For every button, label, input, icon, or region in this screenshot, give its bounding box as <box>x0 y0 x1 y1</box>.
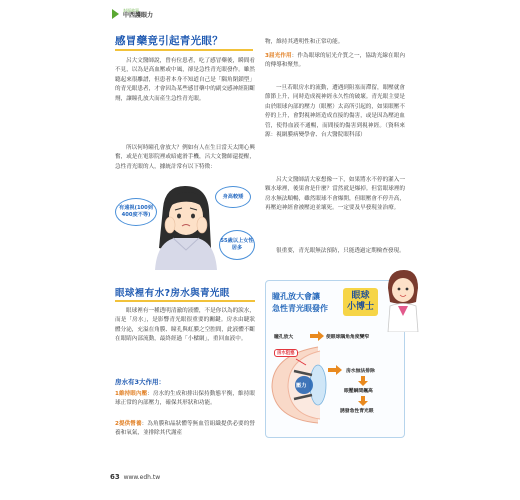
diagram-step-2: 眼壓瞬間飆高 <box>344 389 373 394</box>
function-item-3-lead: 3屈光作用 <box>265 53 292 59</box>
arrow-down-icon <box>358 376 368 386</box>
paragraph-aqueous-humor: 眼球裡有一種透明清澈的液體，不是你以為的淚水，而是「房水」，是影響青光眼很重要的關鍵。房水由睫狀體分泌，充溢在角膜、瞳孔與虹膜之空腔間，此液體不斷在眼睛內部流動，最終經過「小樑網」，重回血液中。 <box>115 308 255 343</box>
diagram-pressure-label: 壓力 <box>296 383 307 389</box>
diagram-angle-blockage: 房水阻塞 <box>274 349 298 357</box>
diagram-step-3: 誘發急性青光眼 <box>340 409 374 414</box>
heading-underline <box>115 49 253 51</box>
paragraph-continued: 物，維持其透明性和正常功能。 <box>265 39 344 45</box>
badge-line-1: 眼球 <box>351 291 370 301</box>
badge-line-2: 小博士 <box>347 302 375 312</box>
eye-doctor-badge <box>343 288 378 316</box>
page-number: 63 <box>110 473 120 481</box>
diagram-title-line2: 急性青光眼發作 <box>272 304 328 313</box>
paragraph-eye-pressure: 一旦若眼房水的流動，遭遇到阻塞而滯留，眼壓就會節節上升，同時造成視神經永久性的破壞。青光眼主要是由於眼球內部的壓力（眼壓）太高所引起的，如果眼壓不停的上升，會對視神經造成直接的傷害，或是因為壓迫血管，使得血液不通暢，而間接的傷害到視神經。（資料來源：視網膜病變學會、台大醫院眼科部） <box>265 85 405 139</box>
article-heading-1: 感冒藥竟引起青光眼？ <box>115 35 223 47</box>
aqueous-functions-heading: 房水有3大作用： <box>115 378 166 386</box>
bubble-short-stature: 身高較矮 <box>215 186 251 208</box>
diagram-angle-narrow: 使眼球隅角角度變窄 <box>326 335 370 340</box>
paragraph-water-balloon: 呂大文醫師請大家想像一下，如果將水不停的灌入一顆水球裡，後果會是什麼？當然就是爆掉。但當眼球裡的房水無法順暢，雖然眼球不會爆開，但眼壓會不停升高，再壓迫神經會被壓迫並壞死。一定要及早發現並治療。 <box>265 177 405 212</box>
page-footer <box>110 473 160 481</box>
function-item-3 <box>265 52 405 71</box>
diagram-step-1: 房水無法排除 <box>346 369 375 374</box>
bubble-hyperopia: 有遠視(100到400度不等) <box>115 198 157 226</box>
bubble-age-female: 55歲以上女性居多 <box>219 230 255 260</box>
function-item-1-text: ：房水的生成和排出保持動態平衡，維持眼球正常的內部壓力，確保其形狀和功能。 <box>115 391 255 407</box>
function-item-2 <box>115 420 255 439</box>
function-item-1-lead: 1維持眼內壓 <box>115 391 148 397</box>
diagram-title-line1: 瞳孔放大會讓 <box>272 292 320 301</box>
article-heading-2: 眼球裡有水?房水與青光眼 <box>115 288 230 299</box>
arrow-right-icon <box>310 331 324 341</box>
illustration-patient-traits <box>115 178 255 270</box>
paragraph-regular-checkup: 很重要，青光眼無法預防，只能透過定期檢查發現。 <box>276 248 405 254</box>
section-title: 中西護眼力 <box>123 12 154 19</box>
paragraph-cold-medicine: 呂大文醫師說，曾有位患者，吃了感冒藥後，瞬間看不見，以為是高血壓或中風，卻是急性青光眼發作。雖然聽起來很離譜，但患者本身不知道自己是「隅角閉鎖型」的青光眼患者，才會因為某些感冒藥中的副交感神經阻斷劑，讓瞳孔放大而產生急性青光眼。 <box>115 58 255 102</box>
heading-underline <box>115 300 255 302</box>
function-item-3-text: ：作為眼球的屈光介質之一，協助光線在眼內的傳導和聚焦。 <box>265 53 405 69</box>
function-item-1 <box>115 390 255 409</box>
function-item-2-lead: 2提供營養 <box>115 421 142 427</box>
paragraph-pupil-dilation: 所以何時瞳孔會放大？例如有人在生日當天太開心興奮，或是在電影院裡或暗處滑手機，呂大文醫師還提醒，急性青光眼的人，據統計常有以下特徵： <box>115 145 255 170</box>
play-triangle-icon <box>112 9 119 19</box>
diagram-pupil-dilation: 瞳孔放大 <box>274 335 294 340</box>
section-category: 封面故事 <box>123 8 139 13</box>
section-header <box>112 9 153 19</box>
arrow-down-icon <box>358 396 368 406</box>
doctor-character-illustration <box>380 268 422 332</box>
website-url: www.edh.tw <box>123 474 161 481</box>
function-item-2-text: ：為角膜和晶狀體等無血管組織提供必要的營養和氧氣，並排除其代謝產 <box>115 421 255 437</box>
arrow-right-icon <box>328 365 342 375</box>
